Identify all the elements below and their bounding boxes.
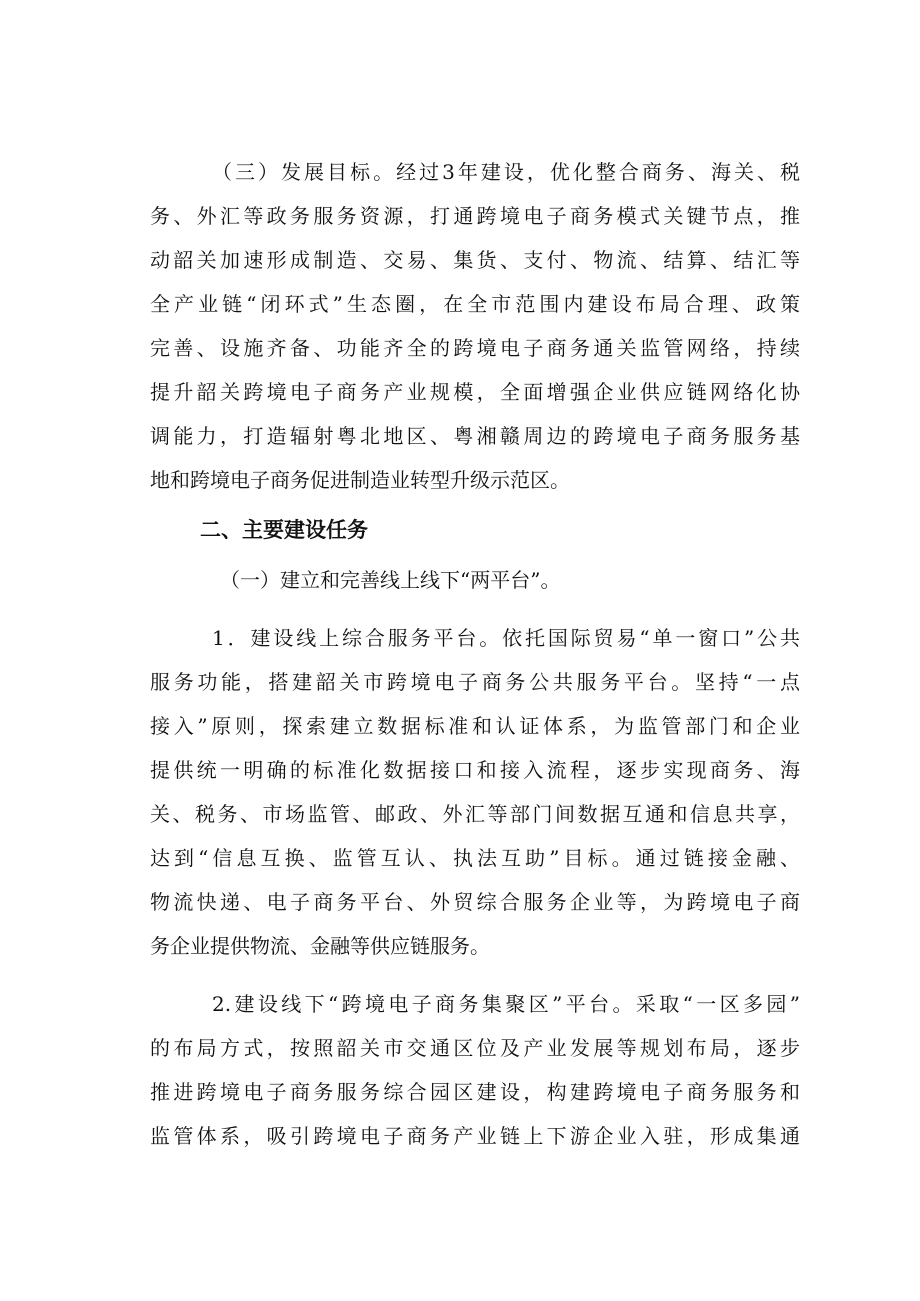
section-heading: 二、主要建设任务 xyxy=(200,518,368,542)
text-line: 接入”原则，探索建立数据标准和认证体系，为监管部门和企业 xyxy=(150,714,800,738)
paragraph-offline-platform xyxy=(150,982,800,1158)
text-line: 全产业链“闭环式”生态圈，在全市范围内建设布局合理、政策 xyxy=(150,292,800,316)
text-line: 服务功能，搭建韶关市跨境电子商务公共服务平台。坚持“一点 xyxy=(150,670,800,694)
text-line: 的布局方式，按照韶关市交通区位及产业发展等规划布局，逐步 xyxy=(150,1036,800,1060)
paragraph-development-goals xyxy=(150,150,800,502)
text-line: 1．建设线上综合服务平台。依托国际贸易“单一窗口”公共 xyxy=(212,626,800,650)
text-line: 提供统一明确的标准化数据接口和接入流程，逐步实现商务、海 xyxy=(150,758,800,782)
text-line: 2.建设线下“跨境电子商务集聚区”平台。采取“一区多园” xyxy=(212,992,800,1016)
text-line: 动韶关加速形成制造、交易、集货、支付、物流、结算、结汇等 xyxy=(150,248,800,272)
document-body xyxy=(150,150,800,1158)
text-line: 推进跨境电子商务服务综合园区建设，构建跨境电子商务服务和 xyxy=(150,1080,800,1104)
text-line: 提升韶关跨境电子商务产业规模，全面增强企业供应链网络化协 xyxy=(150,380,800,404)
text-line: 监管体系，吸引跨境电子商务产业链上下游企业入驻，形成集通 xyxy=(150,1124,800,1148)
spacer xyxy=(150,602,800,616)
text-line: 完善、设施齐备、功能齐全的跨境电子商务通关监管网络，持续 xyxy=(150,336,800,360)
text-line: 关、税务、市场监管、邮政、外汇等部门间数据互通和信息共享， xyxy=(150,802,800,826)
text-line: 达到“信息互换、监管互认、执法互助”目标。通过链接金融、 xyxy=(150,846,800,870)
subsection-heading: （一）建立和完善线上线下“两平台”。 xyxy=(220,568,561,592)
text-line: 务、外汇等政务服务资源，打通跨境电子商务模式关键节点，推 xyxy=(150,204,800,228)
text-line: 地和跨境电子商务促进制造业转型升级示范区。 xyxy=(150,468,570,492)
spacer xyxy=(150,968,800,982)
text-line: 物流快递、电子商务平台、外贸综合服务企业等，为跨境电子商 xyxy=(150,890,800,914)
text-line: （三）发展目标。经过3年建设，优化整合商务、海关、税 xyxy=(212,160,800,184)
text-line: 调能力，打造辐射粤北地区、粤湘赣周边的跨境电子商务服务基 xyxy=(150,424,800,448)
text-line: 务企业提供物流、金融等供应链服务。 xyxy=(150,934,490,958)
paragraph-online-platform xyxy=(150,616,800,968)
